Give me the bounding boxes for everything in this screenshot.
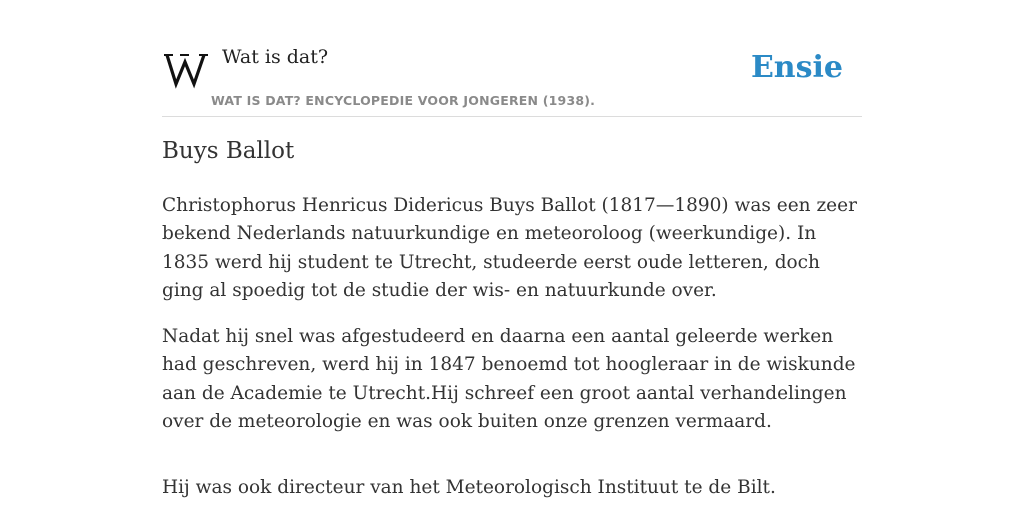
source-header [162, 40, 862, 117]
ensie-logo-link[interactable]: Ensie [750, 50, 843, 85]
article-body [162, 192, 862, 512]
article-paragraph: Hij was ook directeur van het Meteorologisch Instituut te de Bilt. [162, 477, 776, 499]
article-paragraph: Christophorus Henricus Didericus Buys Ballot (1817—1890) was een zeer bekend Nederlands natuurkundige en meteoroloog (weerkundige). In 1835 werd hij student te Utrecht, studeerde eerst oude letteren, doch ging al spoedig tot de studie der wis- en natuurkunde over. [162, 195, 857, 301]
article-paragraph: Nadat hij snel was afgestudeerd en daarna een aantal geleerde werken had geschreven, werd hij in 1847 benoemd tot hoogleraar in de wiskunde aan de Academie te Utrecht.Hij schreef een groot aantal verhandelingen over de meteorologie en was ook buiten onze grenzen vermaard. [162, 326, 856, 433]
wikipedia-w-icon [164, 50, 208, 90]
source-title[interactable]: Wat is dat? [222, 46, 329, 68]
article-title: Buys Ballot [162, 138, 295, 164]
source-subtitle: WAT IS DAT? ENCYCLOPEDIE VOOR JONGEREN (1938). [211, 93, 596, 108]
